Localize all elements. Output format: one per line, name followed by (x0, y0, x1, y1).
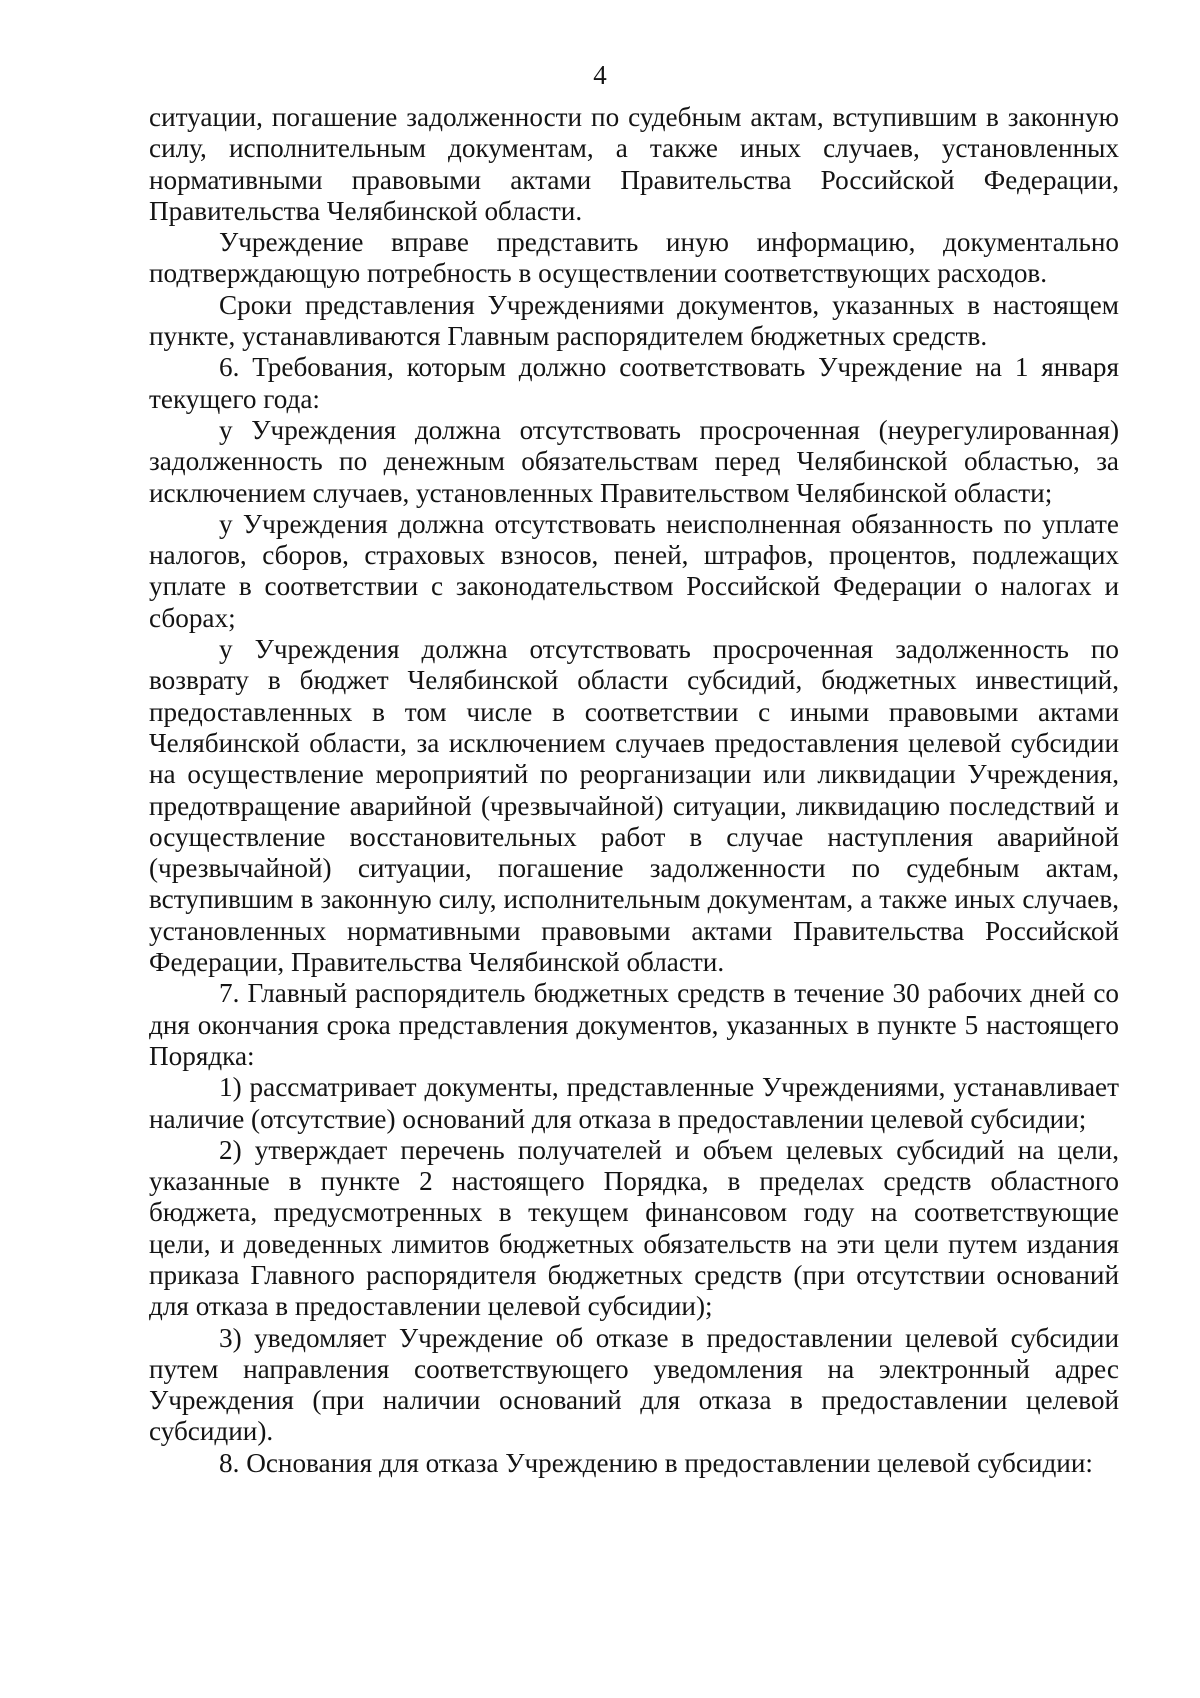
paragraph-requirement-no-overdue-debt: у Учреждения должна отсутствовать просроченная (неурегулированная) задолженность по денежным обязательствам перед Челябинской областью, за исключением случаев, установленных Правительством Челябинской области; (149, 414, 1119, 508)
document-body (149, 102, 1119, 1479)
paragraph-item-7-subitem-1: 1) рассматривает документы, представленные Учреждениями, устанавливает наличие (отсутствие) оснований для отказа в предоставлении целевой субсидии; (149, 1072, 1119, 1134)
paragraph-submission-deadlines: Сроки представления Учреждениями документов, указанных в настоящем пункте, устанавливаются Главным распорядителем бюджетных средств. (149, 289, 1119, 352)
paragraph-item-7-subitem-2: 2) утверждает перечень получателей и объем целевых субсидий на цели, указанные в пункте 2 настоящего Порядка, в пределах средств областного бюджета, предусмотренных в текущем финансовом году на соответствующие цели, и доведенных лимитов бюджетных обязательств на эти цели путем издания приказа Главного распорядителя бюджетных средств (при отсутствии оснований для отказа в предоставлении целевой субсидии); (149, 1134, 1119, 1322)
page-number: 4 (593, 60, 607, 90)
paragraph-item-8-grounds: 8. Основания для отказа Учреждению в предоставлении целевой субсидии: (219, 1447, 1093, 1478)
paragraph-item-7-review: 7. Главный распорядитель бюджетных средств в течение 30 рабочих дней со дня окончания срока представления документов, указанных в пункте 5 настоящего Порядка: (149, 978, 1119, 1071)
paragraph-continuation: ситуации, погашение задолженности по судебным актам, вступившим в законную силу, исполнительным документам, а также иных случаев, установленных нормативными правовыми актами Правительства Российской Федерации, Правительства Челябинской области. (149, 102, 1119, 226)
paragraph-requirement-no-subsidy-debt: у Учреждения должна отсутствовать просроченная задолженность по возврату в бюджет Челябинской области субсидий, бюджетных инвестиций, предоставленных в том числе в соответствии с иными правовыми актами Челябинской области, за исключением случаев предоставления целевой субсидии на осуществление мероприятий по реорганизации или ликвидации Учреждения, предотвращение аварийной (чрезвычайной) ситуации, ликвидацию последствий и осуществление восстановительных работ в случае наступления аварийной (чрезвычайной) ситуации, погашение задолженности по судебным актам, вступившим в законную силу, исполнительным документам, а также иных случаев, установленных нормативными правовыми актами Правительства Российской Федерации, Правительства Челябинской области. (149, 634, 1119, 978)
paragraph-additional-info: Учреждение вправе представить иную информацию, документально подтверждающую потребность в осуществлении соответствующих расходов. (149, 227, 1119, 289)
paragraph-item-7-subitem-3: 3) уведомляет Учреждение об отказе в предоставлении целевой субсидии путем направления соответствующего уведомления на электронный адрес Учреждения (при наличии оснований для отказа в предоставлении целевой субсидии). (149, 1322, 1119, 1447)
paragraph-requirement-no-tax-arrears: у Учреждения должна отсутствовать неисполненная обязанность по уплате налогов, сборов, страховых взносов, пеней, штрафов, процентов, подлежащих уплате в соответствии с законодательством Российской Федерации о налогах и сборах; (149, 508, 1119, 633)
paragraph-item-6-requirements: 6. Требования, которым должно соответствовать Учреждение на 1 января текущего года: (149, 352, 1119, 414)
